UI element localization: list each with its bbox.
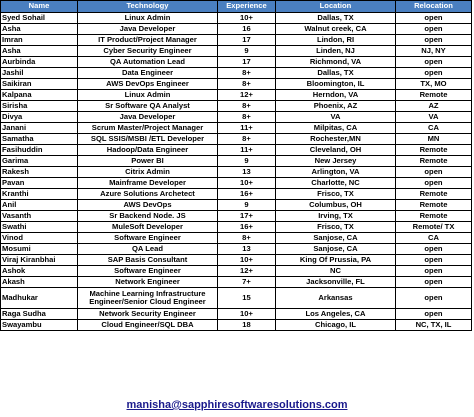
- cell-technology[interactable]: SQL SSIS/MSBI /ETL Developer: [78, 134, 218, 145]
- cell-experience[interactable]: 13: [218, 244, 276, 255]
- cell-name[interactable]: Samatha: [1, 134, 78, 145]
- cell-experience[interactable]: 7+: [218, 277, 276, 288]
- table-row: [1, 134, 472, 145]
- cell-location[interactable]: Linden, NJ: [276, 46, 396, 57]
- cell-technology[interactable]: Network Engineer: [78, 277, 218, 288]
- cell-technology[interactable]: Hadoop/Data Engineer: [78, 145, 218, 156]
- cell-location[interactable]: Dallas, TX: [276, 68, 396, 79]
- table-row: [1, 101, 472, 112]
- cell-relocation[interactable]: CA: [396, 233, 472, 244]
- cell-experience[interactable]: 17: [218, 57, 276, 68]
- cell-technology[interactable]: Azure Solutions Archetect: [78, 189, 218, 200]
- cell-technology[interactable]: SAP Basis Consultant: [78, 255, 218, 266]
- table-row: [1, 13, 472, 24]
- table-row: [1, 233, 472, 244]
- cell-technology[interactable]: Software Engineer: [78, 233, 218, 244]
- cell-location[interactable]: Jacksonville, FL: [276, 277, 396, 288]
- cell-name[interactable]: Rakesh: [1, 167, 78, 178]
- cell-experience[interactable]: 15: [218, 288, 276, 309]
- cell-experience[interactable]: 16: [218, 24, 276, 35]
- cell-experience[interactable]: 17: [218, 35, 276, 46]
- cell-location[interactable]: VA: [276, 112, 396, 123]
- cell-location[interactable]: Los Angeles, CA: [276, 309, 396, 320]
- cell-name[interactable]: Syed Sohail: [1, 13, 78, 24]
- cell-name[interactable]: Vinod: [1, 233, 78, 244]
- table-row: [1, 167, 472, 178]
- cell-location[interactable]: Arlington, VA: [276, 167, 396, 178]
- cell-relocation[interactable]: TX, MO: [396, 79, 472, 90]
- cell-name[interactable]: Asha: [1, 24, 78, 35]
- cell-experience[interactable]: 9: [218, 156, 276, 167]
- cell-location[interactable]: NC: [276, 266, 396, 277]
- cell-experience[interactable]: 18: [218, 320, 276, 331]
- cell-relocation[interactable]: Remote: [396, 145, 472, 156]
- header-experience[interactable]: Experience: [218, 1, 276, 13]
- cell-experience[interactable]: 12+: [218, 266, 276, 277]
- table-row: [1, 178, 472, 189]
- cell-experience[interactable]: 8+: [218, 79, 276, 90]
- cell-experience[interactable]: 12+: [218, 90, 276, 101]
- cell-relocation[interactable]: open: [396, 35, 472, 46]
- cell-technology[interactable]: Software Engineer: [78, 266, 218, 277]
- table-row: [1, 57, 472, 68]
- table-row: [1, 123, 472, 134]
- cell-experience[interactable]: 9: [218, 46, 276, 57]
- cell-relocation[interactable]: AZ: [396, 101, 472, 112]
- cell-relocation[interactable]: Remote: [396, 211, 472, 222]
- cell-name[interactable]: Jashil: [1, 68, 78, 79]
- cell-technology[interactable]: QA Lead: [78, 244, 218, 255]
- cell-relocation[interactable]: Remote: [396, 200, 472, 211]
- cell-location[interactable]: Bloomington, IL: [276, 79, 396, 90]
- table-row: [1, 244, 472, 255]
- cell-relocation[interactable]: VA: [396, 112, 472, 123]
- cell-name[interactable]: Imran: [1, 35, 78, 46]
- cell-experience[interactable]: 13: [218, 167, 276, 178]
- cell-relocation[interactable]: open: [396, 288, 472, 309]
- header-location[interactable]: Location: [276, 1, 396, 13]
- cell-relocation[interactable]: open: [396, 309, 472, 320]
- cell-relocation[interactable]: Remote: [396, 156, 472, 167]
- cell-relocation[interactable]: open: [396, 255, 472, 266]
- cell-technology[interactable]: Java Developer: [78, 24, 218, 35]
- cell-name[interactable]: Kalpana: [1, 90, 78, 101]
- cell-relocation[interactable]: open: [396, 178, 472, 189]
- cell-relocation[interactable]: open: [396, 13, 472, 24]
- cell-technology[interactable]: Cloud Engineer/SQL DBA: [78, 320, 218, 331]
- table-row: [1, 156, 472, 167]
- header-name[interactable]: Name: [1, 1, 78, 13]
- cell-technology[interactable]: Scrum Master/Project Manager: [78, 123, 218, 134]
- header-relocation[interactable]: Relocation: [396, 1, 472, 13]
- cell-technology[interactable]: Cyber Security Engineer: [78, 46, 218, 57]
- cell-relocation[interactable]: CA: [396, 123, 472, 134]
- cell-experience[interactable]: 16+: [218, 222, 276, 233]
- table-row: [1, 46, 472, 57]
- cell-relocation[interactable]: NC, TX, IL: [396, 320, 472, 331]
- cell-experience[interactable]: 17+: [218, 211, 276, 222]
- cell-experience[interactable]: 11+: [218, 123, 276, 134]
- cell-location[interactable]: Dallas, TX: [276, 13, 396, 24]
- cell-technology[interactable]: MuleSoft Developer: [78, 222, 218, 233]
- cell-experience[interactable]: 8+: [218, 233, 276, 244]
- contact-email-footer[interactable]: [0, 399, 474, 411]
- cell-experience[interactable]: 10+: [218, 255, 276, 266]
- cell-name[interactable]: Sirisha: [1, 101, 78, 112]
- cell-technology[interactable]: QA Automation Lead: [78, 57, 218, 68]
- cell-name[interactable]: Viraj Kiranbhai: [1, 255, 78, 266]
- cell-relocation[interactable]: open: [396, 266, 472, 277]
- cell-name[interactable]: Saikiran: [1, 79, 78, 90]
- table-row: [1, 222, 472, 233]
- cell-experience[interactable]: 8+: [218, 68, 276, 79]
- cell-technology[interactable]: Power BI: [78, 156, 218, 167]
- table-body: [1, 13, 472, 331]
- cell-location[interactable]: Arkansas: [276, 288, 396, 309]
- cell-experience[interactable]: 8+: [218, 134, 276, 145]
- cell-technology[interactable]: Java Developer: [78, 112, 218, 123]
- cell-name[interactable]: Garima: [1, 156, 78, 167]
- cell-name[interactable]: Pavan: [1, 178, 78, 189]
- cell-technology[interactable]: Machine Learning Infrastructure Engineer/Senior Cloud Engineer: [78, 288, 218, 309]
- cell-name[interactable]: Aurbinda: [1, 57, 78, 68]
- cell-name[interactable]: Asha: [1, 46, 78, 57]
- table-row: [1, 79, 472, 90]
- table-row: [1, 266, 472, 277]
- table-header-row: [1, 1, 472, 13]
- cell-location[interactable]: Milpitas, CA: [276, 123, 396, 134]
- cell-technology[interactable]: Linux Admin: [78, 13, 218, 24]
- cell-name[interactable]: Vasanth: [1, 211, 78, 222]
- cell-technology[interactable]: Mainframe Developer: [78, 178, 218, 189]
- cell-name[interactable]: Raga Sudha: [1, 309, 78, 320]
- table-row: [1, 277, 472, 288]
- cell-name[interactable]: Janani: [1, 123, 78, 134]
- cell-experience[interactable]: 8+: [218, 112, 276, 123]
- table-row: [1, 189, 472, 200]
- cell-experience[interactable]: 10+: [218, 178, 276, 189]
- cell-location[interactable]: Richmond, VA: [276, 57, 396, 68]
- cell-location[interactable]: Columbus, OH: [276, 200, 396, 211]
- cell-technology[interactable]: Sr Backend Node. JS: [78, 211, 218, 222]
- cell-location[interactable]: New Jersey: [276, 156, 396, 167]
- cell-technology[interactable]: Network Security Engineer: [78, 309, 218, 320]
- cell-location[interactable]: Cleveland, OH: [276, 145, 396, 156]
- cell-location[interactable]: Rochester,MN: [276, 134, 396, 145]
- cell-name[interactable]: Fasihuddin: [1, 145, 78, 156]
- table-row: [1, 288, 472, 309]
- cell-experience[interactable]: 10+: [218, 309, 276, 320]
- cell-relocation[interactable]: open: [396, 277, 472, 288]
- table-row: [1, 320, 472, 331]
- cell-location[interactable]: Lindon, RI: [276, 35, 396, 46]
- table-row: [1, 112, 472, 123]
- cell-location[interactable]: Chicago, IL: [276, 320, 396, 331]
- contact-email-link[interactable]: manisha@sapphiresoftwaresolutions.com: [126, 399, 348, 411]
- cell-experience[interactable]: 9: [218, 200, 276, 211]
- table-row: [1, 68, 472, 79]
- cell-relocation[interactable]: NJ, NY: [396, 46, 472, 57]
- cell-relocation[interactable]: Remote/ TX: [396, 222, 472, 233]
- header-technology[interactable]: Technology: [78, 1, 218, 13]
- table-row: [1, 145, 472, 156]
- cell-experience[interactable]: 16+: [218, 189, 276, 200]
- cell-relocation[interactable]: open: [396, 167, 472, 178]
- cell-name[interactable]: Anil: [1, 200, 78, 211]
- cell-location[interactable]: Phoenix, AZ: [276, 101, 396, 112]
- cell-name[interactable]: Mosumi: [1, 244, 78, 255]
- cell-location[interactable]: Irving, TX: [276, 211, 396, 222]
- cell-experience[interactable]: 8+: [218, 101, 276, 112]
- cell-experience[interactable]: 11+: [218, 145, 276, 156]
- cell-name[interactable]: Ashok: [1, 266, 78, 277]
- table-row: [1, 35, 472, 46]
- cell-location[interactable]: Frisco, TX: [276, 222, 396, 233]
- cell-location[interactable]: Frisco, TX: [276, 189, 396, 200]
- cell-technology[interactable]: Linux Admin: [78, 90, 218, 101]
- cell-name[interactable]: Madhukar: [1, 288, 78, 309]
- cell-location[interactable]: Sanjose, CA: [276, 233, 396, 244]
- table-row: [1, 24, 472, 35]
- cell-location[interactable]: Walnut creek, CA: [276, 24, 396, 35]
- table-row: [1, 309, 472, 320]
- cell-relocation[interactable]: Remote: [396, 189, 472, 200]
- table-row: [1, 200, 472, 211]
- cell-location[interactable]: Sanjose, CA: [276, 244, 396, 255]
- cell-location[interactable]: Herndon, VA: [276, 90, 396, 101]
- cell-relocation[interactable]: Remote: [396, 90, 472, 101]
- cell-technology[interactable]: Sr Software QA Analyst: [78, 101, 218, 112]
- cell-location[interactable]: Charlotte, NC: [276, 178, 396, 189]
- table-row: [1, 255, 472, 266]
- cell-name[interactable]: Akash: [1, 277, 78, 288]
- table-row: [1, 90, 472, 101]
- cell-technology[interactable]: AWS DevOps Engineer: [78, 79, 218, 90]
- cell-name[interactable]: Swayambu: [1, 320, 78, 331]
- cell-technology[interactable]: Citrix Admin: [78, 167, 218, 178]
- cell-name[interactable]: Kranthi: [1, 189, 78, 200]
- cell-relocation[interactable]: open: [396, 244, 472, 255]
- cell-relocation[interactable]: open: [396, 24, 472, 35]
- cell-technology[interactable]: IT Product/Project Manager: [78, 35, 218, 46]
- cell-name[interactable]: Divya: [1, 112, 78, 123]
- cell-relocation[interactable]: open: [396, 68, 472, 79]
- table-row: [1, 211, 472, 222]
- cell-location[interactable]: King Of Prussia, PA: [276, 255, 396, 266]
- cell-relocation[interactable]: MN: [396, 134, 472, 145]
- cell-technology[interactable]: Data Engineer: [78, 68, 218, 79]
- cell-technology[interactable]: AWS DevOps: [78, 200, 218, 211]
- cell-name[interactable]: Swathi: [1, 222, 78, 233]
- cell-experience[interactable]: 10+: [218, 13, 276, 24]
- cell-relocation[interactable]: open: [396, 57, 472, 68]
